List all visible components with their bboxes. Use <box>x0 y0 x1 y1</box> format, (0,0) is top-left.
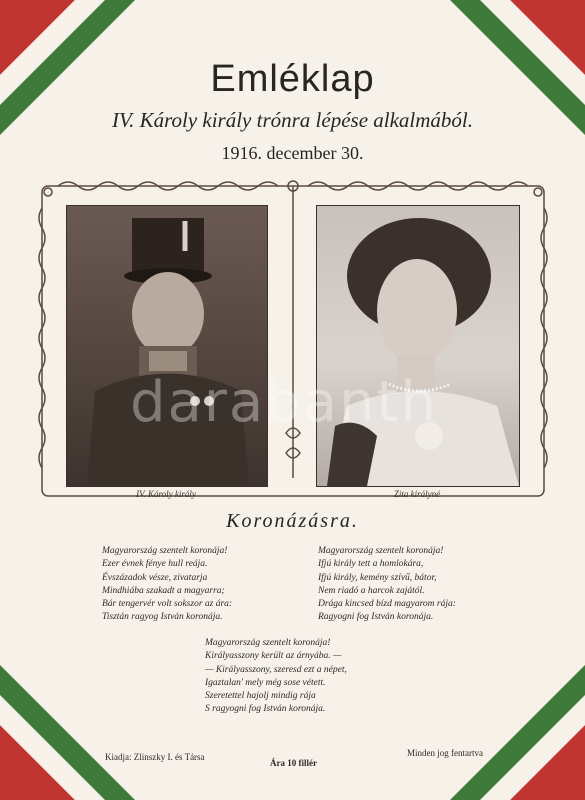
publisher-note: Kiadja: Zlinszky I. és Társa <box>105 752 205 762</box>
rights-note: Minden jog fentartva <box>407 748 483 758</box>
price-note: Ára 10 fillér <box>270 758 317 768</box>
poem-line: Mindhiába szakadt a magyarra; <box>102 585 225 596</box>
king-portrait <box>66 205 268 487</box>
poem-line: S ragyogni fog István koronája. <box>205 704 326 715</box>
poem-line: Tisztán ragyog István koronája. <box>102 612 223 623</box>
king-caption: IV. Károly király <box>136 489 196 499</box>
poem-line: Magyarország szentelt koronája! <box>318 546 444 556</box>
page-subtitle: IV. Károly király trónra lépése alkalmából. <box>111 108 474 132</box>
poem-line: Bár tengervér volt sokszor az ára: <box>102 599 233 610</box>
poem-line: Ifjú király tett a homlokára, <box>318 559 424 570</box>
poem-line: Ifjú király, kemény szívű, bátor, <box>318 572 437 583</box>
poem-line: Nem riadó a harcok zajától. <box>318 585 425 596</box>
poem-line: Királyasszony került az árnyába. — <box>205 651 342 662</box>
poem-line: Igaztalan' mely még sose vétett. <box>205 677 326 688</box>
poem-line: Magyarország szentelt koronája! <box>205 638 331 648</box>
watermark: darabanth <box>130 370 439 435</box>
poem-line: Szeretettel hajolj mindig rája <box>205 691 316 702</box>
poem-line: Ragyogni fog István koronája. <box>318 612 434 623</box>
poem-line: Évszázadok vésze, zivatarja <box>102 572 208 583</box>
page-title: Emléklap <box>210 58 375 100</box>
poem-line: Magyarország szentelt koronája! <box>102 546 228 556</box>
queen-portrait <box>316 205 520 487</box>
poem-stanza-1 <box>102 545 232 625</box>
page-date: 1916. december 30. <box>221 143 364 163</box>
poem-stanza-3 <box>205 637 347 717</box>
poem-line: Drága kincsed bízd magyarom rája: <box>318 599 456 610</box>
poem-line: Ezer évnek fénye hull reája. <box>102 559 208 570</box>
poem-stanza-2 <box>318 545 456 625</box>
poem-line: — Királyasszony, szeresd ezt a népet, <box>205 664 347 675</box>
queen-caption: Zita királyné <box>393 489 441 499</box>
poem-title: Koronázásra. <box>226 510 359 532</box>
